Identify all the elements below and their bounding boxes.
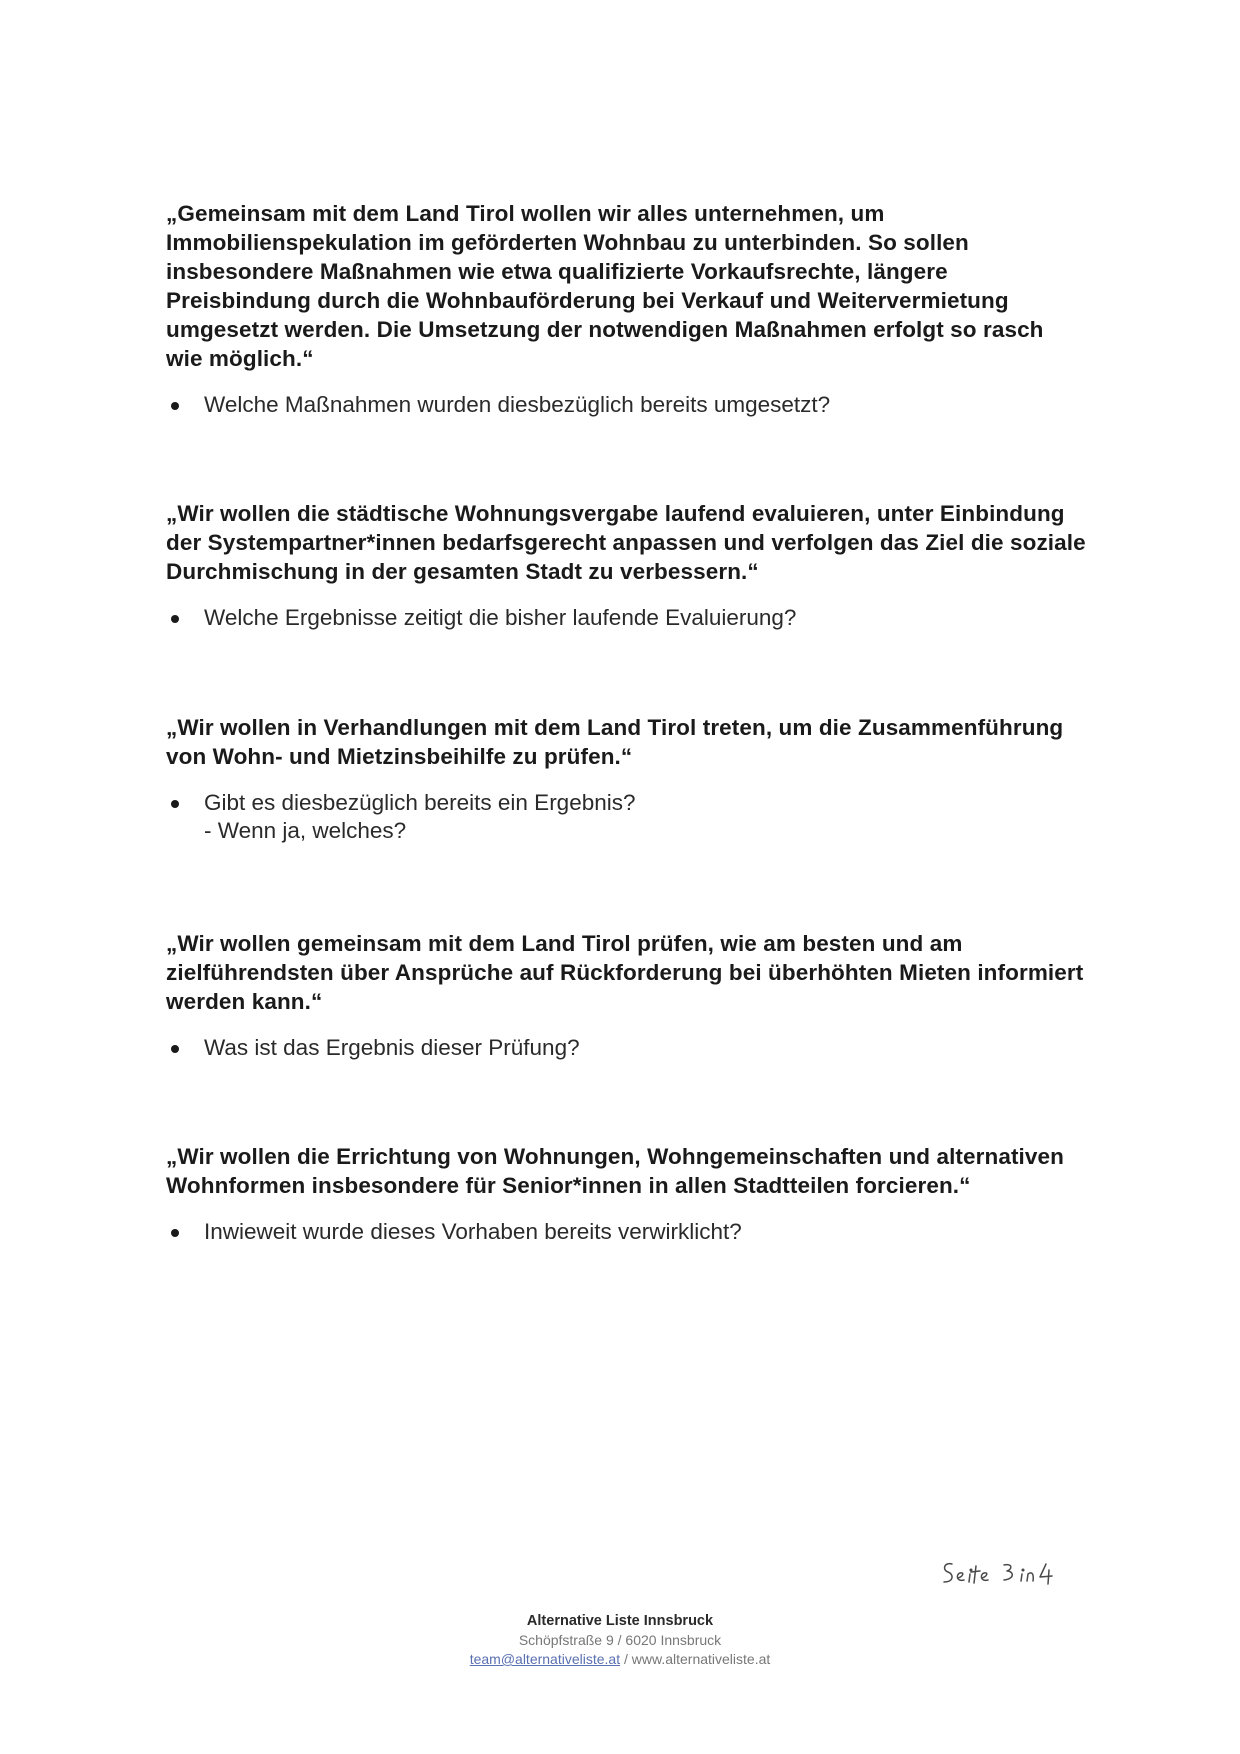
question-item <box>204 1218 1086 1246</box>
bullet-icon <box>171 800 179 808</box>
bullet-icon <box>171 1229 179 1237</box>
question-text: Welche Maßnahmen wurden diesbezüglich bereits umgesetzt? <box>204 392 831 417</box>
quote-text: „Gemeinsam mit dem Land Tirol wollen wir alles unternehmen, um Immobilienspekulation im geförderten Wohnbau zu unterbinden. So sollen insbesondere Maßnahmen wie etwa qualifizierte Vorkaufsrechte, längere Preisbindung durch die Wohnbauförderung bei Verkauf und Weitervermietung umgesetzt werden. Die Umsetzung der notwendigen Maßnahmen erfolgt so rasch wie möglich.“ <box>166 201 1044 371</box>
question-item <box>204 789 1086 845</box>
quote-section-5 <box>166 1142 1086 1246</box>
footer-separator: / <box>620 1651 632 1667</box>
question-item <box>204 1034 1086 1062</box>
footer-contact <box>0 1650 1240 1669</box>
quote-text: „Wir wollen gemeinsam mit dem Land Tirol prüfen, wie am besten und am zielführendsten über Ansprüche auf Rückforderung bei überhöhten Mieten informiert werden kann.“ <box>166 931 1084 1014</box>
quote-text: „Wir wollen die städtische Wohnungsvergabe laufend evaluieren, unter Einbindung der Systempartner*innen bedarfsgerecht anpassen und verfolgen das Ziel die soziale Durchmischung in der gesamten Stadt zu verbessern.“ <box>166 501 1086 584</box>
question-text: Welche Ergebnisse zeitigt die bisher laufende Evaluierung? <box>204 605 797 630</box>
quote-text: „Wir wollen die Errichtung von Wohnungen, Wohngemeinschaften und alternativen Wohnformen insbesondere für Senior*innen in allen Stadtteilen forcieren.“ <box>166 1144 1064 1198</box>
question-item <box>204 391 1086 419</box>
question-item <box>204 604 1086 632</box>
question-list <box>166 789 1086 845</box>
quote-section-3 <box>166 713 1086 845</box>
quote-section-2 <box>166 499 1086 632</box>
page-footer <box>0 1612 1240 1669</box>
footer-website[interactable]: www.alternativeliste.at <box>631 1651 771 1667</box>
footer-organization: Alternative Liste Innsbruck <box>526 1613 714 1629</box>
question-list <box>166 1034 1086 1062</box>
question-list <box>166 604 1086 632</box>
bullet-icon <box>171 615 179 623</box>
footer-email-link[interactable]: team@alternativeliste.at <box>469 1651 621 1667</box>
question-text: Inwieweit wurde dieses Vorhaben bereits verwirklicht? <box>204 1219 742 1244</box>
quote-section-4 <box>166 929 1086 1062</box>
bullet-icon <box>171 402 179 410</box>
footer-address: Schöpfstraße 9 / 6020 Innsbruck <box>518 1632 722 1648</box>
quote-section-1 <box>166 199 1086 419</box>
quote-text: „Wir wollen in Verhandlungen mit dem Land Tirol treten, um die Zusammenführung von Wohn- und Mietzinsbeihilfe zu prüfen.“ <box>166 715 1064 769</box>
question-text: Was ist das Ergebnis dieser Prüfung? <box>204 1035 580 1060</box>
bullet-icon <box>171 1045 179 1053</box>
question-list <box>166 391 1086 419</box>
sub-question-text: - Wenn ja, welches? <box>204 818 407 843</box>
handwritten-page-marker <box>938 1556 1098 1596</box>
question-text: Gibt es diesbezüglich bereits ein Ergebnis? <box>204 790 636 815</box>
question-list <box>166 1218 1086 1246</box>
